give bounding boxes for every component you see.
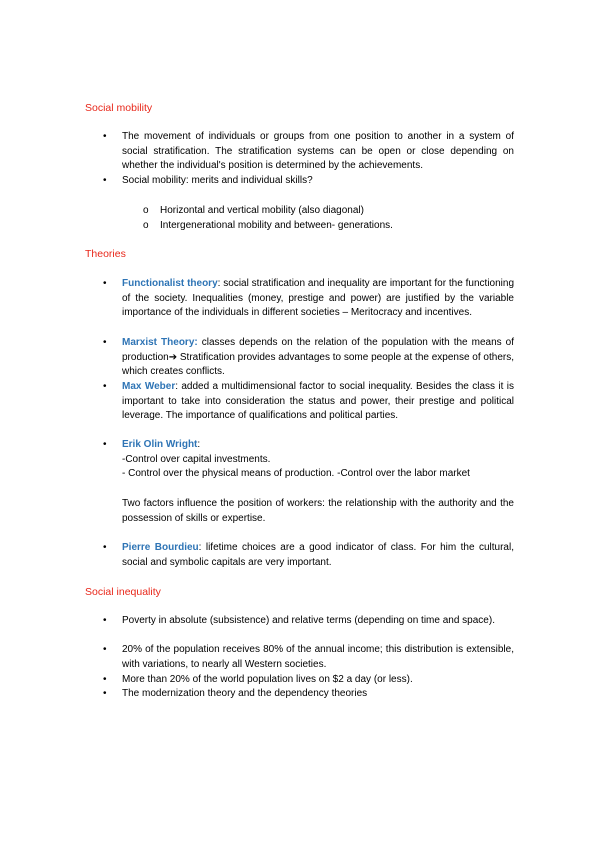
theory-term: Marxist Theory: xyxy=(122,337,198,348)
theory-term: Erik Olin Wright xyxy=(122,439,198,450)
theory-text: classes depends on the relation of the population with the means of production xyxy=(122,337,514,363)
wright-line: - Control over the physical means of production. -Control over the labor market xyxy=(122,468,470,479)
theory-term: Pierre Bourdieu xyxy=(122,542,199,553)
bullet-marker: • xyxy=(103,615,107,626)
wright-line: -Control over capital investments. xyxy=(122,454,271,465)
theory-term: Max Weber xyxy=(122,381,176,392)
bullet-marker: • xyxy=(103,381,107,392)
list-item: 20% of the population receives 80% of the annual income; this distribution is extensible, with variations, to nearly all Western societies. xyxy=(122,644,514,670)
sub-list-item: Horizontal and vertical mobility (also diagonal) xyxy=(160,205,364,216)
theory-text: : xyxy=(197,439,201,450)
list-item: More than 20% of the world population lives on $2 a day (or less). xyxy=(122,674,413,685)
list-item-wright xyxy=(122,438,514,453)
bullet-marker: • xyxy=(103,439,107,450)
bullet-marker: • xyxy=(103,131,107,142)
list-item-marxist xyxy=(122,336,514,380)
list-item-weber xyxy=(122,380,514,424)
theory-text: : social stratification and inequality are important for the functioning of the society. Inequalities (money, prestige and power) are justified by the variable importance of the individuals in different societies – Meritocracy and incentives. xyxy=(122,278,515,318)
section-heading-social-mobility: Social mobility xyxy=(85,102,153,114)
theory-term: Functionalist theory xyxy=(122,278,218,289)
list-item-bourdieu xyxy=(122,541,514,570)
sub-bullet-marker: o xyxy=(143,220,149,231)
list-item: The modernization theory and the dependency theories xyxy=(122,688,368,699)
section-heading-social-inequality: Social inequality xyxy=(85,586,161,598)
sub-bullet-marker: o xyxy=(143,205,149,216)
list-item: Social mobility: merits and individual skills? xyxy=(122,175,313,186)
bullet-marker: • xyxy=(103,175,107,186)
list-item: Poverty in absolute (subsistence) and relative terms (depending on time and space). xyxy=(122,615,495,626)
bullet-marker: • xyxy=(103,644,107,655)
list-item: The movement of individuals or groups from one position to another in a system of social stratification. The stratification systems can be open or close depending on whether the individual's position is determined by the achievements. xyxy=(122,131,514,171)
bullet-marker: • xyxy=(103,278,107,289)
section-heading-theories: Theories xyxy=(85,248,126,260)
sub-list-item: Intergenerational mobility and between- generations. xyxy=(160,220,393,231)
theory-text: : lifetime choices are a good indicator of class. For him the cultural, social and symbolic capitals are very important. xyxy=(122,542,514,568)
bullet-marker: • xyxy=(103,674,107,685)
bullet-marker: • xyxy=(103,542,107,553)
arrow-icon: ➔ xyxy=(168,351,178,363)
bullet-marker: • xyxy=(103,337,107,348)
theory-text: Stratification provides advantages to some people at the expense of others, which creates conflicts. xyxy=(122,351,514,377)
theory-text: : added a multidimensional factor to social inequality. Besides the class it is important to take into consideration the status and power, their prestige and political leverage. The importance of qualifications and political parties. xyxy=(122,381,514,421)
bullet-marker: • xyxy=(103,688,107,699)
list-item-functionalist xyxy=(122,277,514,321)
wright-paragraph: Two factors influence the position of workers: the relationship with the authority and the possession of skills or expertise. xyxy=(122,498,514,524)
